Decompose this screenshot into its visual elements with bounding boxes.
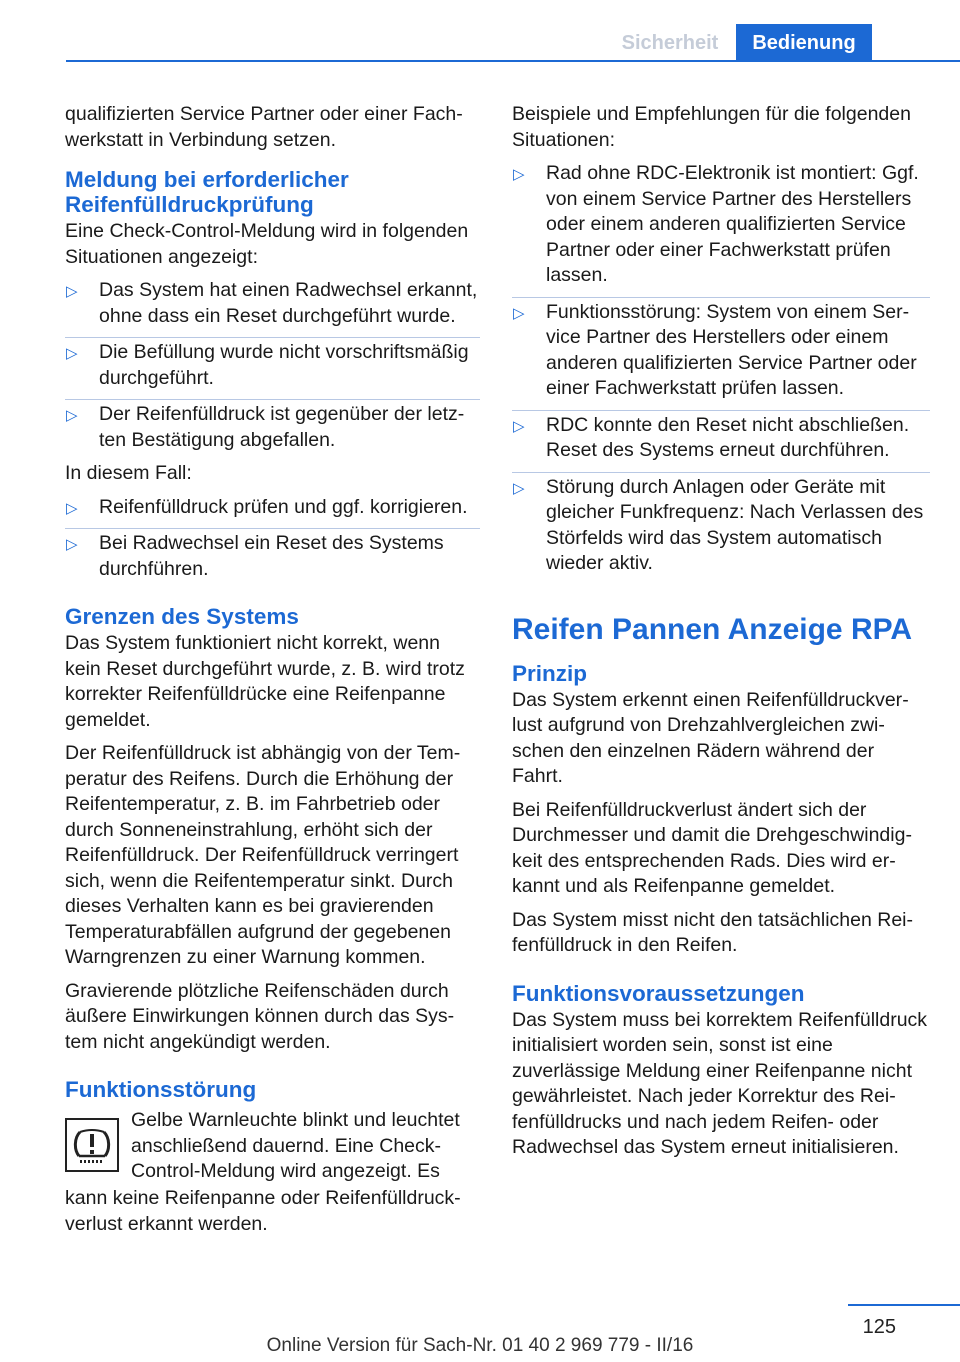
- right-column: [512, 102, 930, 1169]
- list-item: ▷ Funktionsstörung: System von einem Service Partner des Herstellers oder einem anderen qualifizierten Service Partner oder einer Fachwerkstatt prüfen lassen.: [512, 297, 930, 410]
- grenzen-paragraph-1: Das System funktioniert nicht korrekt, wenn kein Reset durchgeführt wurde, z. B. wird trotz korrekter Reifenfülldrücke eine Reifenpanne gemeldet.: [65, 632, 465, 731]
- list-item: ▷ Die Befüllung wurde nicht vorschriftsmäßig durchgeführt.: [65, 337, 480, 399]
- header-tab-bedienung[interactable]: Bedienung: [736, 24, 872, 62]
- prinzip-paragraph-3: Das System misst nicht den tatsächlichen Reifenfülldruck in den Reifen.: [512, 908, 913, 956]
- stoerung-rest: kann keine Reifenpanne oder Reifenfülldruckverlust erkannt werden.: [65, 1187, 461, 1235]
- triangle-right-icon: ▷: [66, 283, 78, 300]
- heading-meldung: Meldung bei erforderlicher Reifenfülldruckprüfung: [65, 167, 349, 217]
- voraussetzungen-paragraph: Das System muss bei korrektem Reifenfülldruck initialisiert worden sein, sonst ist eine zuverlässige Meldung einer Reifenpanne nicht gewährleistet. Nach jeder Korrektur des Reifenfülldrucks und nach jedem Reifen- oder Radwechsel das System erneut initialisieren.: [512, 1008, 928, 1158]
- beispiele-list: [512, 161, 930, 585]
- list-item: ▷ Störung durch Anlagen oder Geräte mit gleicher Funkfrequenz: Nach Verlassen des Störfelds wird das System automatisch wieder aktiv.: [512, 472, 930, 585]
- heading-grenzen: Grenzen des Systems: [65, 604, 299, 629]
- page-number-rule: [848, 1304, 960, 1306]
- footer-version: Online Version für Sach-Nr. 01 40 2 969 779 - II/16: [266, 1335, 694, 1356]
- triangle-right-icon: ▷: [513, 479, 525, 497]
- triangle-right-icon: ▷: [513, 417, 525, 435]
- list-item: ▷ Reifenfülldruck prüfen und ggf. korrigieren.: [65, 495, 480, 529]
- triangle-right-icon: ▷: [66, 499, 78, 517]
- page-number: 125: [862, 1316, 896, 1338]
- triangle-right-icon: ▷: [513, 166, 525, 183]
- list-item: ▷ Bei Radwechsel ein Reset des Systems durchführen.: [65, 528, 480, 590]
- triangle-right-icon: ▷: [66, 536, 78, 553]
- list-item: ▷ RDC konnte den Reset nicht abschließen. Reset des Systems erneut durchführen.: [512, 410, 930, 472]
- heading-voraussetzungen: Funktionsvoraussetzungen: [512, 980, 805, 1006]
- triangle-right-icon: ▷: [66, 345, 78, 362]
- triangle-right-icon: ▷: [66, 407, 78, 424]
- prinzip-paragraph-2: Bei Reifenfülldruckverlust ändert sich der Durchmesser und damit die Drehgeschwindigkeit des entsprechenden Rads. Dies wird erkannt und als Reifenpanne gemeldet.: [512, 798, 912, 897]
- prinzip-paragraph-1: Das System erkennt einen Reifenfülldruckverlust aufgrund von Drehzahlvergleichen zwischen den einzelnen Rädern während der Fahrt.: [512, 688, 909, 787]
- warning-block: [65, 1108, 480, 1186]
- triangle-right-icon: ▷: [513, 304, 525, 322]
- meldung-intro: Eine Check-Control-Meldung wird in folgenden Situationen angezeigt:: [65, 220, 469, 268]
- heading-prinzip: Prinzip: [512, 660, 588, 686]
- list-item: ▷ Das System hat einen Radwechsel erkannt, ohne dass ein Reset durchgeführt wurde.: [66, 279, 478, 327]
- grenzen-paragraph-2: Der Reifenfülldruck ist abhängig von der Temperatur des Reifens. Durch die Erhöhung der Reifentemperatur, z. B. im Fahrbetrieb oder durch Sonneneinstrahlung, erhöht sich der Reifenfülldruck. Der Reifenfülldruck verringert sich, wenn die Reifentemperatur sinkt. Durch dieses Verhalten kann es bei gravierenden Temperaturabfällen aufgrund der gegebenen Warngrenzen zu einer Warnung kommen.: [65, 742, 461, 968]
- stoerung-text: Gelbe Warnleuchte blinkt und leuchtet anschließend dauernd. Eine Check-Control-Meldung wird angezeigt. Es: [131, 1109, 460, 1182]
- intro-text: qualifizierten Service Partner oder einer Fachwerkstatt in Verbindung setzen.: [65, 103, 463, 151]
- fall-list: [65, 495, 480, 591]
- header-rule: [66, 60, 960, 62]
- left-column: [65, 102, 480, 1245]
- heading-stoerung: Funktionsstörung: [65, 1077, 257, 1102]
- header-tab-sicherheit[interactable]: Sicherheit: [604, 24, 736, 62]
- grenzen-paragraph-3: Gravierende plötzliche Reifenschäden durch äußere Einwirkungen können durch das System nicht angekündigt werden.: [65, 979, 455, 1053]
- list-item: ▷ Der Reifenfülldruck ist gegenüber der letzten Bestätigung abgefallen.: [65, 399, 480, 461]
- meldung-list: [65, 278, 480, 461]
- fall-intro: In diesem Fall:: [65, 462, 192, 484]
- tire-pressure-warning-icon: [65, 1118, 119, 1172]
- heading-rpa: Reifen Pannen Anzeige RPA: [512, 612, 913, 646]
- beispiele-intro: Beispiele und Empfehlungen für die folgenden Situationen:: [512, 103, 911, 151]
- list-item: ▷ Rad ohne RDC-Elektronik ist montiert: Ggf. von einem Service Partner des Herstellers oder einem anderen qualifizierten Service Partner oder einer Fachwerkstatt prüfen lassen.: [513, 162, 919, 286]
